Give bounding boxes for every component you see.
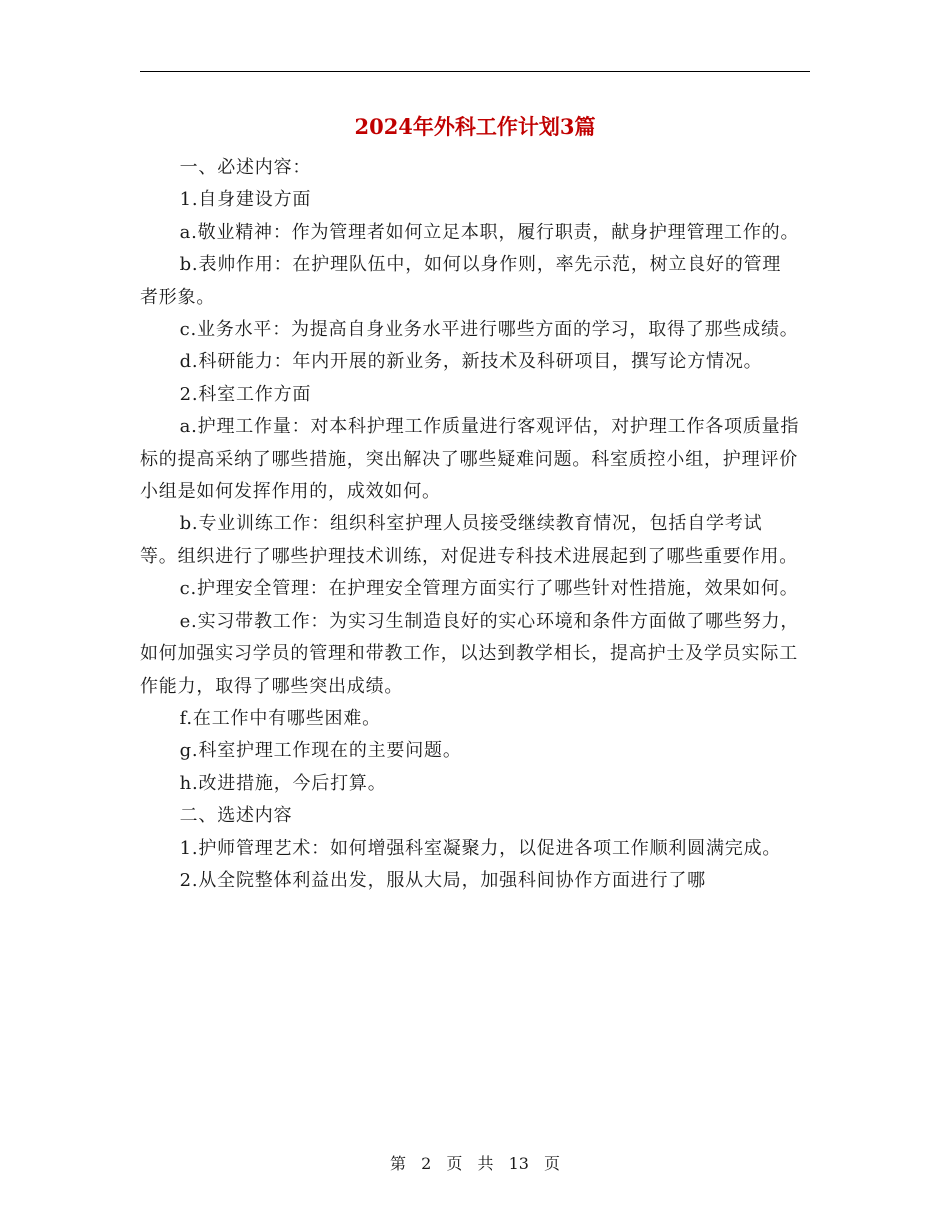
header-rule	[140, 71, 810, 72]
paragraph: g.科室护理工作现在的主要问题。	[179, 740, 462, 762]
document-title: 2024年外科工作计划3篇	[354, 114, 596, 139]
paragraph: 2.科室工作方面	[179, 383, 312, 405]
footer-suffix: 页	[544, 1154, 561, 1173]
footer-total-pages: 13	[508, 1154, 529, 1173]
paragraph: b.专业训练工作：组织科室护理人员接受继续教育情况，包括自学考试等。组织进行了哪些护理技术训练，对促进专科技术进展起到了哪些重要作用。	[140, 513, 798, 567]
footer-prefix: 第	[389, 1154, 406, 1173]
paragraph: 2.从全院整体利益出发，服从大局，加强科间协作方面进行了哪	[179, 869, 706, 891]
paragraph: c.护理安全管理：在护理安全管理方面实行了哪些针对性措施，效果如何。	[179, 578, 799, 600]
footer-current-page: 2	[421, 1154, 432, 1173]
footer-page-mid: 页	[446, 1154, 463, 1173]
page-footer	[140, 1153, 810, 1175]
paragraph: 二、选述内容	[179, 805, 293, 827]
paragraph: c.业务水平：为提高自身业务水平进行哪些方面的学习，取得了那些成绩。	[179, 319, 799, 341]
paragraph: a.护理工作量：对本科护理工作质量进行客观评估，对护理工作各项质量指标的提高采纳了哪些措施，突出解决了哪些疑难问题。科室质控小组，护理评价小组是如何发挥作用的，成效如何。	[140, 416, 800, 503]
paragraph: d.科研能力：年内开展的新业务，新技术及科研项目，撰写论方情况。	[179, 351, 763, 373]
footer-total-label: 共	[477, 1154, 494, 1173]
paragraph: b.表帅作用：在护理队伍中，如何以身作则，率先示范，树立良好的管理者形象。	[140, 254, 782, 308]
paragraph: 一、必述内容：	[179, 157, 312, 178]
paragraph: 1.自身建设方面	[179, 189, 312, 211]
paragraph: e.实习带教工作：为实习生制造良好的实心环境和条件方面做了哪些努力，如何加强实习学员的管理和带教工作，以达到教学相长，提高护士及学员实际工作能力，取得了哪些突出成绩。	[140, 610, 800, 697]
document-body	[140, 152, 800, 897]
paragraph: h.改进措施，今后打算。	[179, 772, 387, 794]
paragraph: a.敬业精神：作为管理者如何立足本职，履行职责，献身护理管理工作的。	[179, 221, 800, 243]
paragraph: f.在工作中有哪些困难。	[179, 707, 381, 729]
paragraph: 1.护师管理艺术：如何增强科室凝聚力，以促进各项工作顺利圆满完成。	[179, 837, 782, 859]
